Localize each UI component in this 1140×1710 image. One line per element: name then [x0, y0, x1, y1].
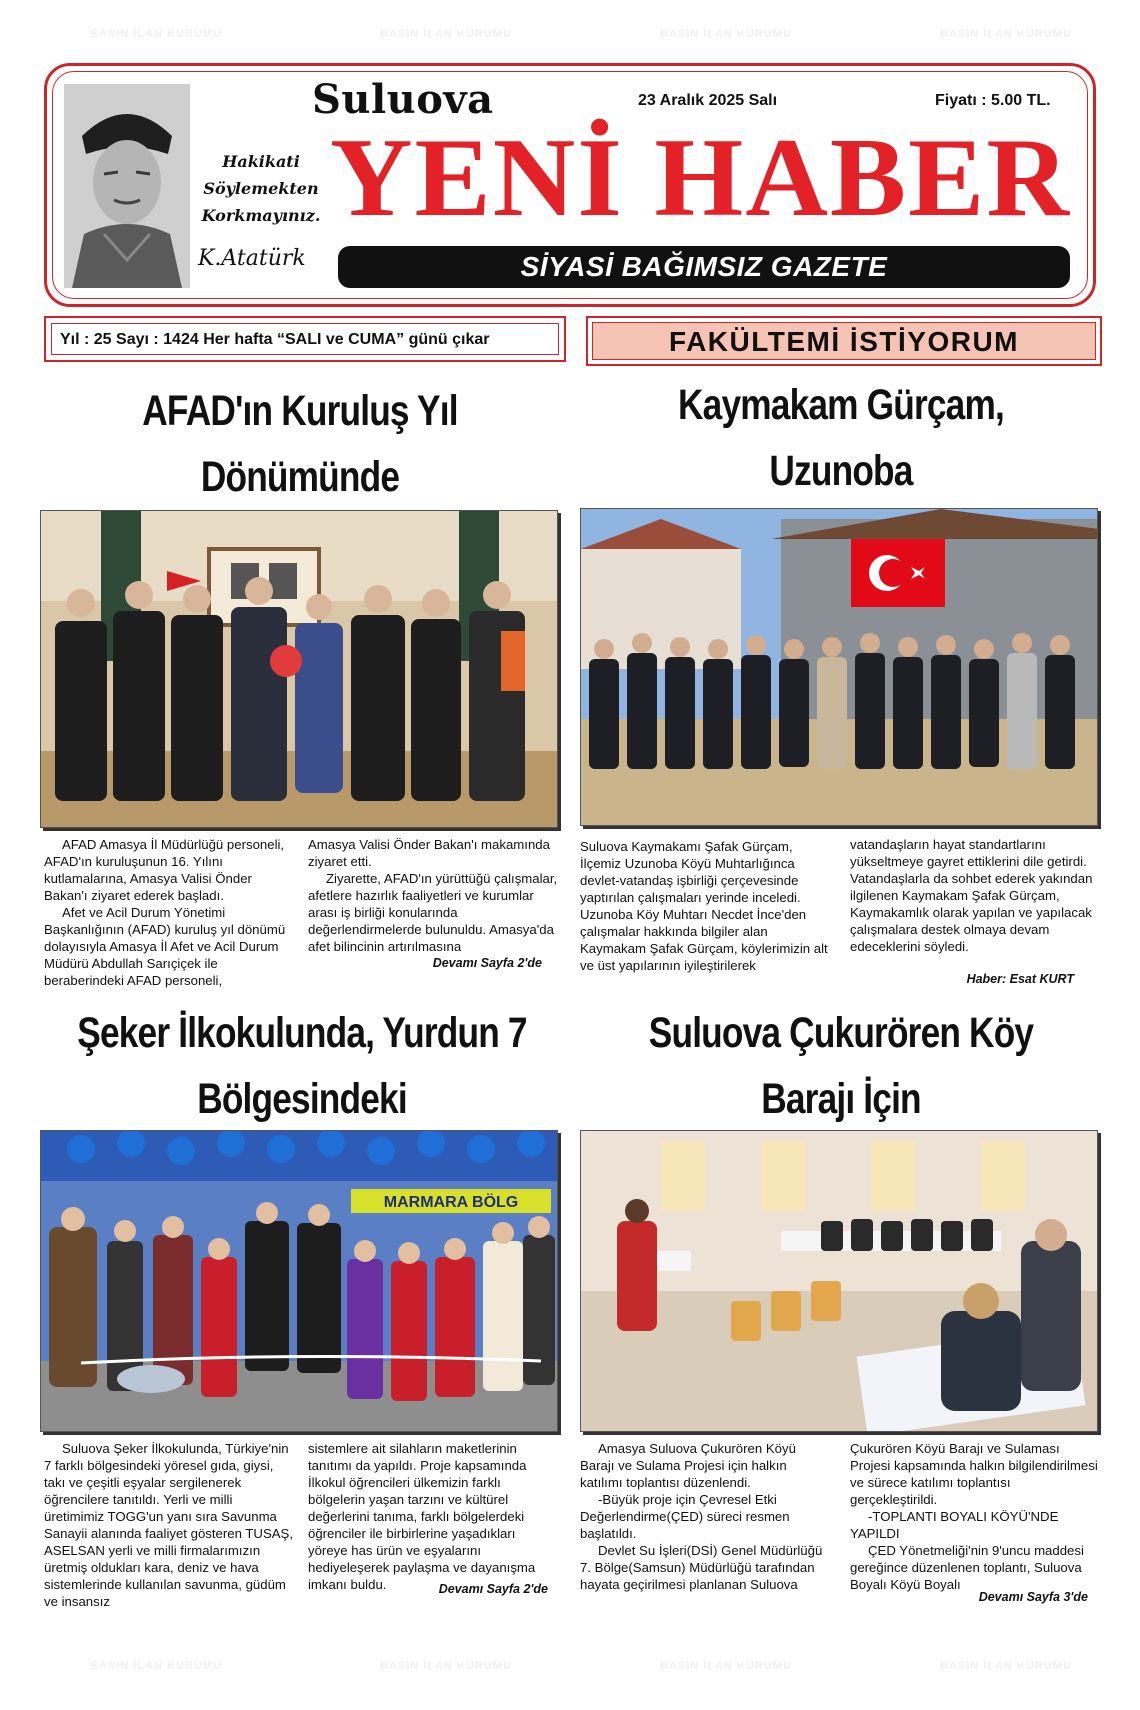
byline: Haber: Esat KURT — [966, 972, 1074, 986]
headline-line: AFAD'ın Kuruluş Yıl Dönümünde — [142, 387, 458, 501]
watermark: BASIN İLAN KURUMU — [380, 28, 512, 40]
issue-date: 23 Aralık 2025 Salı — [638, 92, 778, 109]
campaign-title: FAKÜLTEMİ İSTİYORUM — [592, 322, 1096, 360]
watermark: BASIN İLAN KURUMU — [660, 28, 792, 40]
continued-link[interactable]: Devamı Sayfa 2'de — [438, 1582, 548, 1596]
town-name: Suluova — [312, 76, 494, 123]
watermark: BASIN İLAN KURUMU — [90, 28, 222, 40]
watermark: BASIN İLAN KURUMU — [380, 1660, 512, 1672]
watermark: BASIN İLAN KURUMU — [940, 1660, 1072, 1672]
continued-link[interactable]: Devamı Sayfa 3'de — [978, 1590, 1088, 1604]
paragraph: Çukurören Köyü Barajı ve Sulaması Projesi kapsamında halkın bilgilendirilmesi ve sürece katılımı toplantısı gerçekleştirildi. — [850, 1441, 1098, 1507]
issue-info-box — [44, 316, 566, 362]
kaymakam-column-1 — [580, 838, 830, 974]
paragraph: Amasya Suluova Çukurören Köyü Barajı ve Sulama Projesi için halkın katılımı toplantısı düzenlendi. — [580, 1441, 796, 1490]
headline-line: Kaymakam Gürçam, Uzunoba — [678, 381, 1004, 495]
paragraph: sistemlere ait silahların maketlerinin tanıtımı da yapıldı. Proje kapsamında İlkokul öğrencileri ülkemizin farklı bölgelerin yaşan tarzını ve kültürel değerlerini tanıma, farklı bölgelerdeki öğrenciler ile birbirlerine yaşadıkları yöreye has ürün ve eşyalarını hediyeleşerek paylaşma ve dayanışma imkanı buldu. — [308, 1441, 536, 1592]
paragraph: Suluova Kaymakamı Şafak Gürçam, İlçemiz Uzunoba Köyü Muhtarlığınca devlet-vatandaş işbirliği çerçevesinde yaptırılan çalışmaları yerinde inceledi. Uzunoba Köy Muhtarı Necdet İnce'den çalışmalar hakkında bilgiler alan Kaymakam Şafak Gürçam, köylerimizin alt ve üst yapılarının iyileştirilerek — [580, 839, 828, 973]
slogan-bar: SİYASİ BAĞIMSIZ GAZETE — [338, 246, 1070, 288]
motto-line: Söylemekten — [203, 179, 319, 198]
motto-line: Hakikati — [222, 152, 300, 171]
campaign-box — [586, 316, 1102, 366]
paragraph: Suluova Şeker İlkokulunda, Türkiye'nin 7 farklı bölgesindeki yöresel gıda, giysi, takı ve çeşitli eşyalar sergilenerek öğrencilere tanıtıldı. Yerli ve milli üretimimiz TOGG'un yanı sıra Savunma Sanayii alanında faaliyet gösteren TUSAŞ, ASELSAN yerli ve milli firmalarımızın üretmiş oldukları kara, deniz ve hava sistemlerinde kullanılan savunma, güdüm ve insansız — [44, 1441, 294, 1609]
motto-line: Korkmayınız. — [201, 206, 321, 225]
cukuroren-column-1 — [580, 1440, 830, 1593]
watermark: BASIN İLAN KURUMU — [660, 1660, 792, 1672]
cukuroren-column-2 — [850, 1440, 1100, 1593]
paragraph: Vatandaşlarla da sohbet ederek yakından ilgilenen Kaymakam Şafak Gürçam, Kaymakamlık olarak yapılan ve yapılacak çalışmalara destek olmaya devam edeceklerini söyledi. — [850, 871, 1093, 954]
paragraph: -TOPLANTI BOYALI KÖYÜ'NDE YAPILDI — [850, 1509, 1059, 1541]
kaymakam-column-2 — [850, 836, 1100, 955]
issue-info: Yıl : 25 Sayı : 1424 Her hafta “SALI ve CUMA” günü çıkar — [51, 323, 559, 355]
afad-column-2 — [308, 836, 560, 955]
headline-line: Suluova Çukurören Köy Barajı İçin — [648, 1009, 1034, 1123]
afad-column-1 — [44, 836, 292, 989]
seker-column-2 — [308, 1440, 558, 1593]
seker-photo[interactable] — [40, 1130, 558, 1432]
paragraph: Amasya Valisi Önder Bakan'ı makamında ziyaret etti. — [308, 837, 550, 869]
seker-column-1 — [44, 1440, 294, 1610]
cukuroren-photo[interactable] — [580, 1130, 1098, 1432]
watermark: BASIN İLAN KURUMU — [940, 28, 1072, 40]
watermark: BASIN İLAN KURUMU — [90, 1660, 222, 1672]
paragraph: vatandaşların hayat standartlarını yükseltmeye gayret ettiklerini dile getirdi. — [850, 837, 1087, 869]
price: Fiyatı : 5.00 TL. — [935, 92, 1051, 109]
paragraph: ÇED Yönetmeliği'nin 9'uncu maddesi gereğince düzenlenen toplantı, Suluova Boyalı Köyü Boyalı — [850, 1543, 1084, 1592]
paragraph: Afet ve Acil Durum Yönetimi Başkanlığının (AFAD) kuruluş yıl dönümü dolayısıyla Amasya İl Afet ve Acil Durum Müdürü Abdullah Sarıçiçek ile beraberindeki AFAD personeli, — [44, 905, 286, 988]
paragraph: -Büyük proje için Çevresel Etki Değerlendirme(ÇED) süreci resmen başlatıldı. — [580, 1492, 790, 1541]
ataturk-signature: K.Atatürk — [198, 246, 306, 271]
uzunoba-photo[interactable] — [580, 508, 1098, 826]
ataturk-portrait — [64, 84, 190, 288]
paragraph: AFAD Amasya İl Müdürlüğü personeli, AFAD'ın kuruluşunun 16. Yılını kutlamalarına, Amasya Valisi Önder Bakan'ı ziyaret ederek başladı. — [44, 837, 285, 903]
paragraph: Devlet Su İşleri(DSİ) Genel Müdürlüğü 7. Bölge(Samsun) Müdürlüğü tarafından hayata geçirilmesi planlanan Suluova — [580, 1543, 823, 1592]
motto — [196, 148, 326, 229]
continued-link[interactable]: Devamı Sayfa 2'de — [432, 956, 542, 970]
afad-photo[interactable] — [40, 510, 558, 828]
newspaper-logo: YENİ HABER — [330, 116, 1071, 240]
photo-banner: MARMARA BÖLG — [383, 1194, 519, 1211]
headline-line: Şeker İlkokulunda, Yurdun 7 Bölgesindeki — [77, 1009, 527, 1123]
paragraph: Ziyarette, AFAD'ın yürüttüğü çalışmalar, afetlere hazırlık faaliyetleri ve kurumlar arası iş birliği konularında değerlendirmelerde bulunuldu. Amasya'da afet bilincinin artırılmasına — [308, 871, 558, 954]
